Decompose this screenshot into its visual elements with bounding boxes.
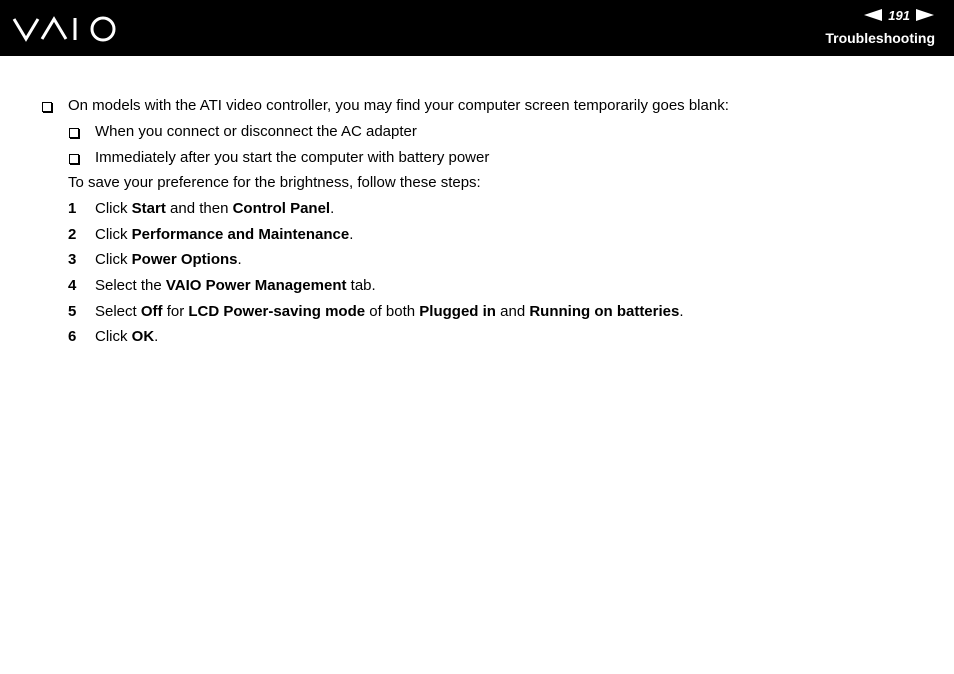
checkbox-bullet-icon bbox=[42, 102, 52, 112]
sub-bullet-text: Immediately after you start the computer with battery power bbox=[95, 149, 490, 166]
step-text-part: . bbox=[237, 251, 242, 268]
ui-term: Off bbox=[140, 303, 163, 320]
section-title: Troubleshooting bbox=[825, 30, 935, 46]
step-text-part: and then bbox=[165, 200, 233, 217]
ui-term: Control Panel bbox=[232, 200, 331, 217]
step-text-part: Click bbox=[95, 226, 132, 243]
step-text-part: . bbox=[679, 303, 684, 320]
next-page-icon[interactable] bbox=[916, 9, 934, 21]
step-text-part: Click bbox=[95, 251, 132, 268]
ui-term: Performance and Maintenance bbox=[131, 226, 350, 243]
bullet-text: On models with the ATI video controller, you may find your computer screen temporarily goes blank: bbox=[68, 97, 729, 114]
previous-page-icon[interactable] bbox=[864, 9, 882, 21]
step-text-part: Click bbox=[95, 328, 132, 345]
step-number: 6 bbox=[68, 328, 77, 345]
step-number: 1 bbox=[68, 200, 77, 217]
step-text bbox=[95, 328, 158, 346]
ui-term: VAIO Power Management bbox=[165, 277, 347, 294]
step-text-part: . bbox=[330, 200, 335, 217]
page-navigation bbox=[864, 7, 934, 23]
ui-term: Start bbox=[131, 200, 166, 217]
checkbox-bullet-icon bbox=[69, 154, 79, 164]
ui-term: Power Options bbox=[131, 251, 238, 268]
page-number: 191 bbox=[888, 7, 910, 23]
step-text bbox=[95, 226, 353, 244]
sub-bullet-text: When you connect or disconnect the AC adapter bbox=[95, 123, 417, 140]
step-text bbox=[95, 251, 242, 269]
step-text bbox=[95, 200, 334, 218]
ui-term: OK bbox=[131, 328, 155, 345]
step-text-part: Select bbox=[95, 303, 141, 320]
ui-term: Running on batteries bbox=[529, 303, 680, 320]
step-number: 5 bbox=[68, 303, 77, 320]
vaio-logo bbox=[12, 14, 122, 44]
step-text-part: . bbox=[349, 226, 354, 243]
step-text-part: tab. bbox=[346, 277, 376, 294]
steps-intro: To save your preference for the brightness, follow these steps: bbox=[68, 174, 481, 191]
step-text-part: Click bbox=[95, 200, 132, 217]
header-bar bbox=[0, 0, 954, 56]
step-text bbox=[95, 303, 684, 321]
checkbox-bullet-icon bbox=[69, 128, 79, 138]
ui-term: Plugged in bbox=[419, 303, 496, 320]
step-text-part: for bbox=[162, 303, 189, 320]
step-number: 2 bbox=[68, 226, 77, 243]
step-text bbox=[95, 277, 376, 295]
ui-term: LCD Power-saving mode bbox=[188, 303, 366, 320]
step-text-part: . bbox=[154, 328, 159, 345]
step-text-part: and bbox=[495, 303, 530, 320]
step-text-part: Select the bbox=[95, 277, 166, 294]
step-number: 4 bbox=[68, 277, 77, 294]
step-text-part: of both bbox=[365, 303, 420, 320]
step-number: 3 bbox=[68, 251, 77, 268]
